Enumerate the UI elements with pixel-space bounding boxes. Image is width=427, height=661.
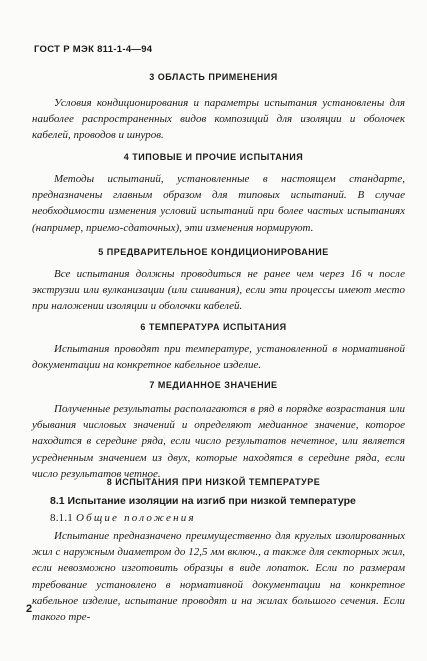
section-text-6: Испытания проводят при температуре, установленной в нормативной документации на конкретное кабельное изделие.: [32, 343, 405, 372]
section-text-4: Методы испытаний, установленные в настоящем стандарте, предназначены главным образом для типовых испытаний. В случае необходимости изменения условий испытаний при более частых испытаниях (например, приемо-сдаточных), эти изменения нормируют.: [32, 173, 405, 234]
page-number: 2: [26, 603, 33, 615]
subsection-heading: [50, 495, 356, 507]
section-title-7: 7 МЕДИАННОЕ ЗНАЧЕНИЕ: [149, 380, 278, 390]
document-header: ГОСТ Р МЭК 811-1-4—94: [34, 44, 153, 55]
subsubsection-number: 8.1.1: [50, 512, 73, 524]
subsection-title: Испытание изоляции на изгиб при низкой температуре: [67, 495, 356, 507]
subsubsection-text: Испытание предназначено преимущественно для круглых изолированных жил с наружным диаметром до 12,5 мм включ., а также для секторных жил, если невозможно изготовить образцы в виде лопаток. Если по размерам требование установлено в нормативной документации на конкретное кабельное изделие, испытание проводят и на жилах большого сечения. Если такого тре-: [32, 530, 405, 624]
section-title-8: 8 ИСПЫТАНИЯ ПРИ НИЗКОЙ ТЕМПЕРАТУРЕ: [106, 477, 321, 487]
section-title-4: 4 ТИПОВЫЕ И ПРОЧИЕ ИСПЫТАНИЯ: [123, 152, 304, 162]
subsection-number: 8.1: [50, 495, 65, 507]
section-title-3: 3 ОБЛАСТЬ ПРИМЕНЕНИЯ: [149, 72, 278, 82]
section-title-5: 5 ПРЕДВАРИТЕЛЬНОЕ КОНДИЦИОНИРОВАНИЕ: [98, 247, 329, 257]
section-text-7: Полученные результаты располагаются в ряд в порядке возрастания или убывания числовых значений и определяют медианное значение, которое находится в середине ряда, если число результатов нечетное, или является усредненным значением из двух, которые находятся в середине ряда, если число результатов четное.: [32, 403, 405, 480]
section-title-6: 6 ТЕМПЕРАТУРА ИСПЫТАНИЯ: [140, 322, 287, 332]
section-text-5: Все испытания должны проводиться не ранее чем через 16 ч после экструзии или вулканизации (или сшивания), если эти процессы имеют место при наложении изоляции и оболочки кабелей.: [32, 268, 405, 313]
section-text-3: Условия кондиционирования и параметры испытания установлены для наиболее распространенных видов композиций для изоляции и оболочек кабелей, проводов и шнуров.: [32, 97, 405, 142]
subsubsection-heading: [50, 512, 196, 524]
subsubsection-title: Общие положения: [75, 512, 196, 524]
